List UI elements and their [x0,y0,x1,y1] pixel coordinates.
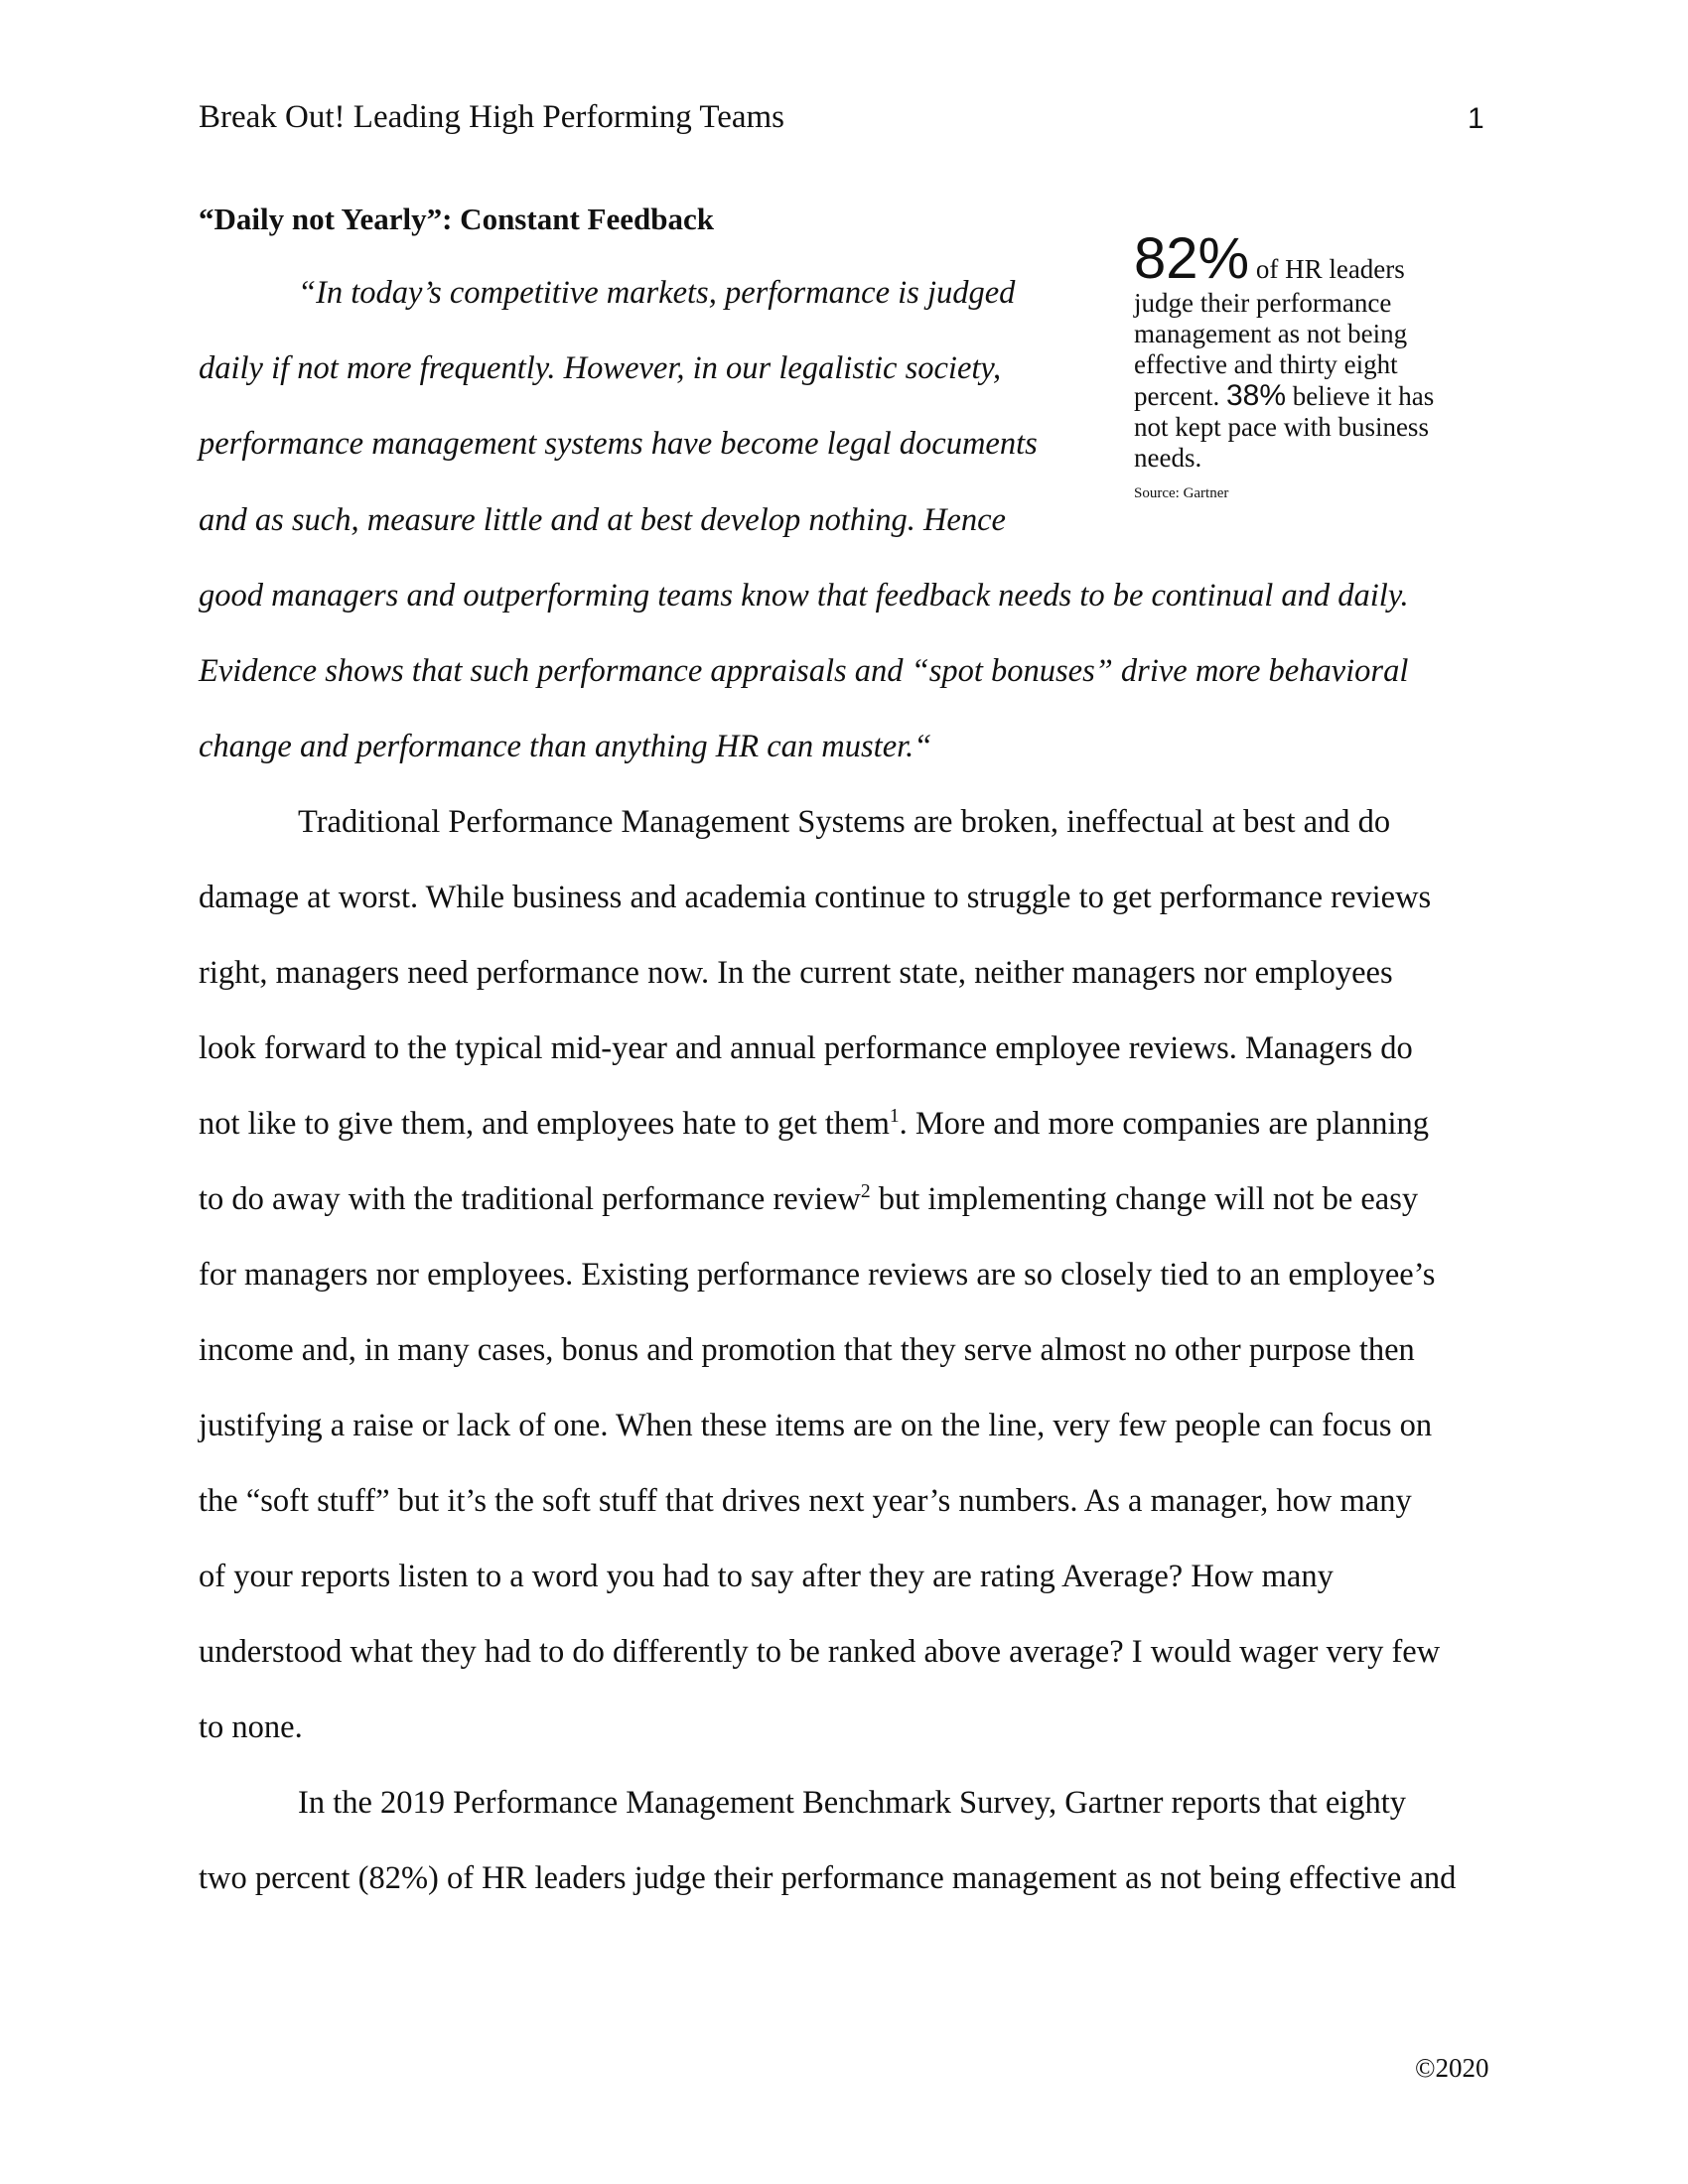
body-line: justifying a raise or lack of one. When these items are on the line, very few people can focus on [199,1408,1433,1443]
body-line: not like to give them, and employees hate to get them$^1$. More and more companies are planning [199,1106,1429,1142]
quote-line: good managers and outperforming teams know that feedback needs to be continual and daily. [199,578,1409,614]
body-line: two percent (82%) of HR leaders judge their performance management as not being effective and [199,1860,1457,1896]
callout-source: Source: Gartner [1134,485,1229,501]
body-line: damage at worst. While business and academia continue to struggle to get performance reviews [199,880,1432,915]
body-line: income and, in many cases, bonus and promotion that they serve almost no other purpose then [199,1332,1415,1368]
copyright-footer: ©2020 [1415,2053,1489,2083]
quote-line: daily if not more frequently. However, in our legalistic society, [199,350,1002,386]
body-line: Traditional Performance Management Systems are broken, ineffectual at best and do [298,804,1391,840]
quote-line: Evidence shows that such performance appraisals and “spot bonuses” drive more behavioral [199,653,1409,689]
quote-line: change and performance than anything HR can muster.“ [199,729,932,764]
statistic-callout [1134,226,1467,502]
body-line: to none. [199,1709,303,1745]
footnote-ref-1[interactable]: 1 [889,1106,900,1128]
footnote-ref-2[interactable]: 2 [860,1181,871,1203]
quote-line: “In today’s competitive markets, performance is judged [298,275,1016,311]
callout-text-continued: believe it has not kept pace with business needs. [1134,381,1435,473]
callout-stat-secondary: 38% [1225,379,1286,412]
section-heading: “Daily not Yearly”: Constant Feedback [199,202,714,236]
quote-line: performance management systems have become legal documents [199,426,1038,462]
callout-stat-primary: 82% [1134,226,1250,291]
body-line: of your reports listen to a word you had to say after they are rating Average? How many [199,1559,1334,1594]
body-line: In the 2019 Performance Management Benchmark Survey, Gartner reports that eighty [298,1785,1407,1821]
body-line: understood what they had to do differently to be ranked above average? I would wager very few [199,1634,1441,1670]
body-line: the “soft stuff” but it’s the soft stuff that drives next year’s numbers. As a manager, how many [199,1483,1412,1519]
body-line: to do away with the traditional performance review$^2$ but implementing change will not be easy [199,1181,1419,1217]
page-number: 1 [1468,102,1484,135]
body-line: for managers nor employees. Existing performance reviews are so closely tied to an employee’s [199,1257,1436,1293]
running-header-title: Break Out! Leading High Performing Teams [199,99,785,135]
callout-text: of HR leaders judge their performance management as not being effective and thirty eight percent. [1134,254,1408,411]
body-line: look forward to the typical mid-year and annual performance employee reviews. Managers do [199,1030,1413,1066]
body-line: right, managers need performance now. In the current state, neither managers nor employees [199,955,1393,991]
quote-line: and as such, measure little and at best develop nothing. Hence [199,502,1006,538]
